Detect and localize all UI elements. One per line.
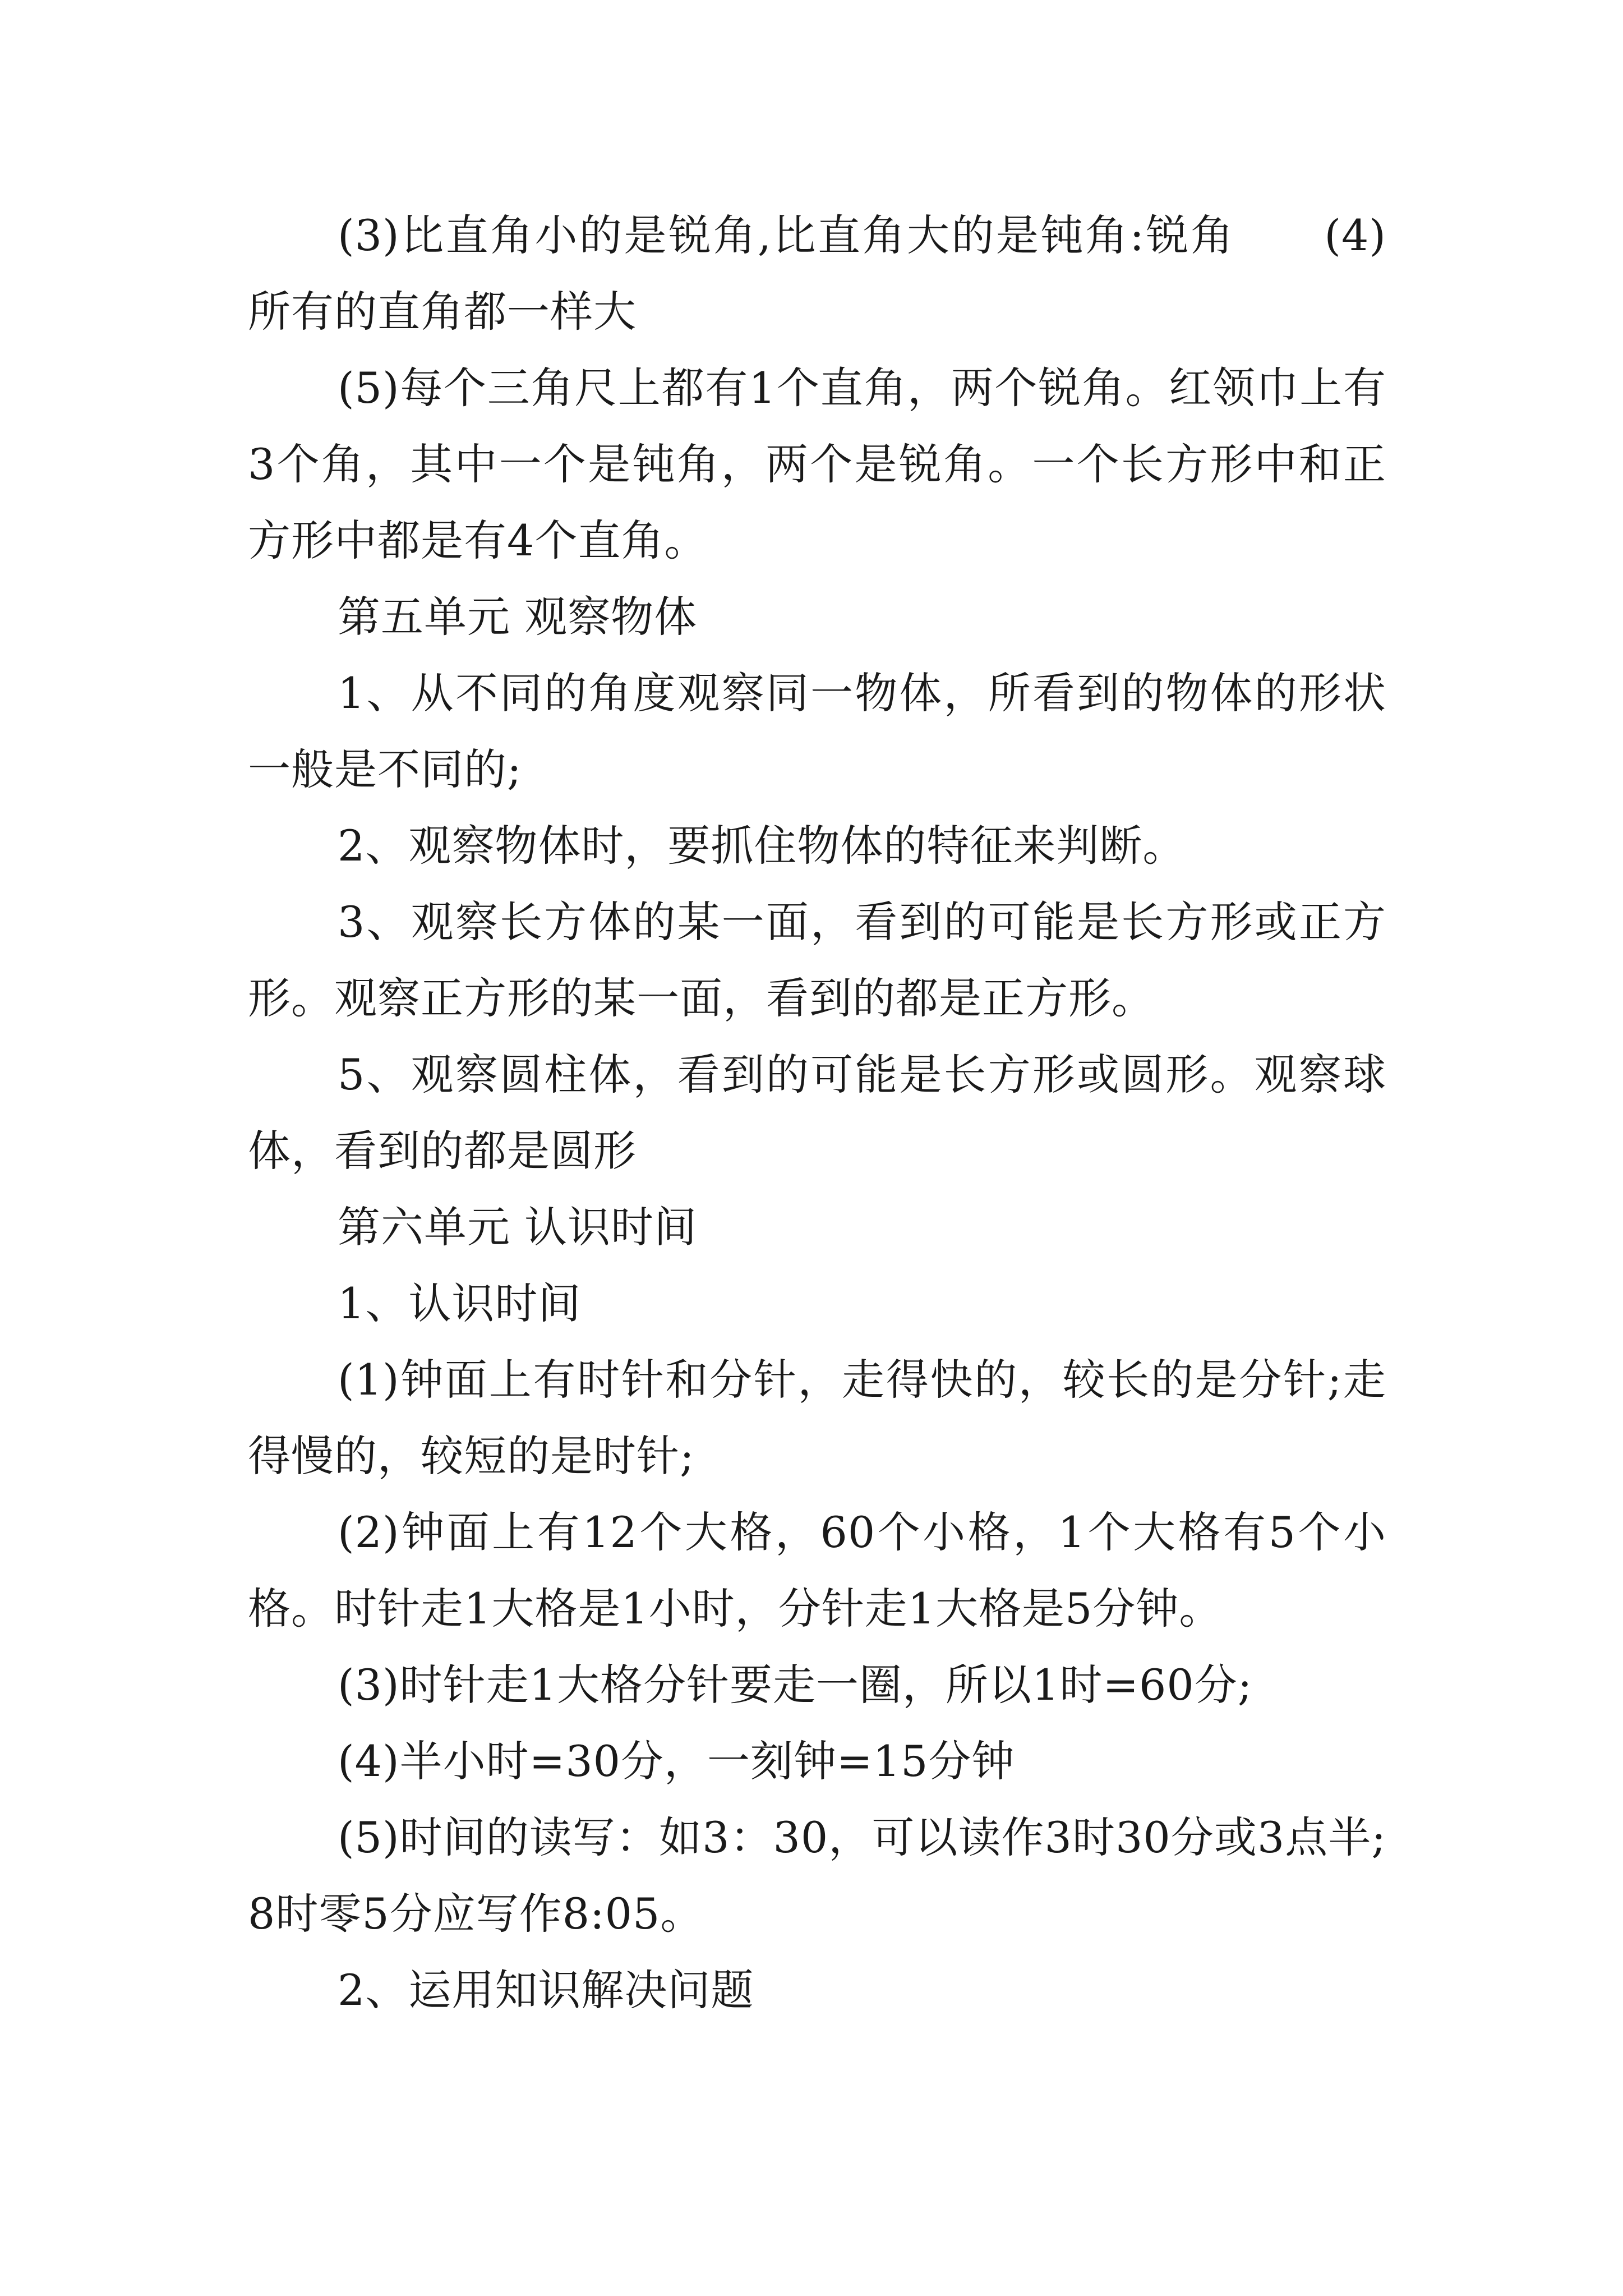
paragraph-observe-2: 2、观察物体时，要抓住物体的特征来判断。 (338, 821, 1186, 871)
paragraph-time-4: (4)半小时=30分，一刻钟=15分钟 (338, 1736, 1015, 1786)
paragraph-angles-3-4: (3)比直角小的是锐角,比直角大的是钝角:锐角 (4)所有的直角都一样大 (248, 210, 1386, 337)
paragraph-observe-5: 5、观察圆柱体，看到的可能是长方形或圆形。观察球体，看到的都是圆形 (248, 1050, 1386, 1176)
paragraph-time-2: (2)钟面上有12个大格，60个小格，1个大格有5个小格。时针走1大格是1小时，分针走1大格是5分钟。 (248, 1507, 1386, 1634)
paragraph-observe-3: 3、观察长方体的某一面，看到的可能是长方形或正方形。观察正方形的某一面，看到的都是正方形。 (248, 897, 1386, 1023)
paragraph-time-5: (5)时间的读写：如3：30，可以读作3时30分或3点半;8时零5分应写作8:05。 (248, 1812, 1386, 1939)
paragraph-time-1: (1)钟面上有时针和分针，走得快的，较长的是分针;走得慢的，较短的是时针; (248, 1355, 1386, 1481)
paragraph-time-3: (3)时针走1大格分针要走一圈，所以1时=60分; (338, 1660, 1253, 1710)
paragraph-time-title: 1、认识时间 (338, 1278, 582, 1328)
heading-unit-5: 第五单元 观察物体 (338, 592, 698, 642)
paragraph-apply-knowledge: 2、运用知识解决问题 (338, 1965, 754, 2015)
document-body (248, 197, 1386, 2028)
heading-unit-6: 第六单元 认识时间 (338, 1202, 698, 1252)
paragraph-observe-1: 1、从不同的角度观察同一物体，所看到的物体的形状一般是不同的; (248, 668, 1386, 794)
paragraph-angles-5: (5)每个三角尺上都有1个直角，两个锐角。红领巾上有3个角，其中一个是钝角，两个是锐角。一个长方形中和正方形中都是有4个直角。 (248, 363, 1386, 565)
